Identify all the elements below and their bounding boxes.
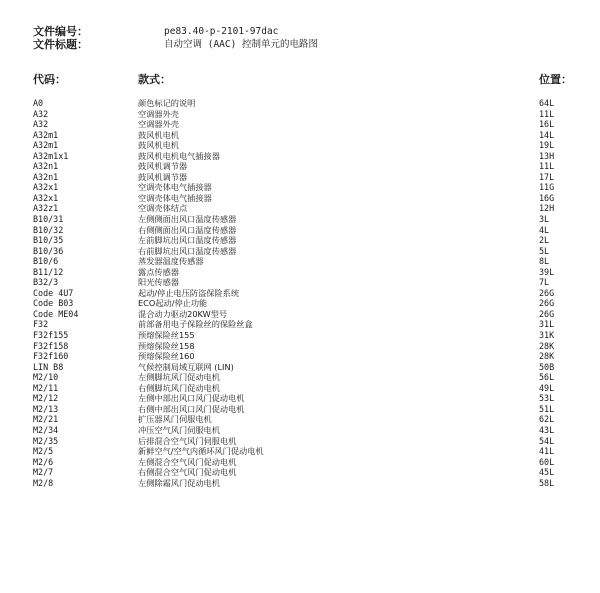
cell-description: 左侧混合空气风门促动电机 [138,456,237,467]
cell-description: 左侧除霜风门促动电机 [138,477,220,488]
cell-code: B10/35 [33,235,64,246]
cell-description: 空调壳体电气插接器 [138,192,212,203]
cell-position: 56L [539,372,555,383]
cell-description: 预熔保险丝158 [138,340,195,351]
cell-description: 左侧中部出风口风门促动电机 [138,393,245,404]
cell-position: 31K [539,330,555,341]
cell-description: 空调器外壳 [138,119,179,130]
cell-position: 11L [539,161,555,172]
cell-description: 空调壳体结点 [138,203,188,214]
cell-position: 54L [539,435,555,446]
cell-code: A32 [33,108,49,119]
table-row [0,172,600,183]
cell-position: 4L [539,224,550,235]
cell-description: 右前脚坑出风口温度传感器 [138,245,237,256]
cell-code: A32n1 [33,171,59,182]
cell-position: 49L [539,382,555,393]
legend-table [0,98,600,488]
table-row [0,235,600,246]
cell-description: 空调器外壳 [138,108,179,119]
column-header-code: 代码： [33,73,66,86]
cell-code: B32/3 [33,277,59,288]
cell-code: F32f158 [33,340,69,351]
cell-position: 41L [539,446,555,457]
cell-position: 2L [539,235,550,246]
cell-position: 11L [539,108,555,119]
doc-title-value: 自动空调 (AAC) 控制单元的电路图 [164,39,319,50]
cell-code: LIN B8 [33,361,64,372]
table-row [0,256,600,267]
cell-code: A32z1 [33,203,59,214]
cell-code: M2/10 [33,372,59,383]
cell-description: 右侧脚坑风门促动电机 [138,382,220,393]
cell-description: 左侧侧面出风口温度传感器 [138,214,237,225]
table-row [0,404,600,415]
cell-description: 鼓风机电机 [138,129,179,140]
cell-code: A32x1 [33,182,59,193]
cell-code: A32m1 [33,140,59,151]
table-row [0,351,600,362]
cell-description: 预熔保险丝155 [138,330,195,341]
cell-position: 13H [539,150,555,161]
table-row [0,414,600,425]
table-row [0,225,600,236]
cell-code: Code ME04 [33,308,79,319]
cell-code: F32f155 [33,330,69,341]
table-row [0,383,600,394]
table-row [0,467,600,478]
cell-code: M2/8 [33,477,54,488]
table-row [0,362,600,373]
cell-position: 8L [539,256,550,267]
cell-description: 阳光传感器 [138,277,179,288]
cell-code: Code 4U7 [33,287,74,298]
cell-description: 前部备用电子保险丝的保险丝盒 [138,319,253,330]
cell-position: 26G [539,298,555,309]
cell-description: 冲压空气风门伺服电机 [138,424,220,435]
cell-description: ECO起动/停止功能 [138,298,208,309]
table-row [0,298,600,309]
cell-position: 51L [539,403,555,414]
cell-description: 混合动力驱动20KW型号 [138,308,228,319]
table-row [0,182,600,193]
cell-code: A32x1 [33,192,59,203]
cell-position: 62L [539,414,555,425]
table-row [0,246,600,257]
table-row [0,203,600,214]
cell-description: 鼓风机电机电气插接器 [138,150,220,161]
table-row [0,214,600,225]
cell-position: 50B [539,361,555,372]
cell-description: 扩压器风门伺服电机 [138,414,212,425]
cell-code: A32n1 [33,161,59,172]
cell-position: 58L [539,477,555,488]
cell-position: 45L [539,467,555,478]
cell-position: 17L [539,171,555,182]
cell-code: B10/32 [33,224,64,235]
table-row [0,119,600,130]
cell-description: 右侧侧面出风口温度传感器 [138,224,237,235]
table-row [0,161,600,172]
cell-position: 5L [539,245,550,256]
cell-position: 26G [539,308,555,319]
cell-position: 16G [539,192,555,203]
cell-position: 60L [539,456,555,467]
cell-code: M2/21 [33,414,59,425]
cell-description: 预熔保险丝160 [138,351,195,362]
cell-description: 新鲜空气/空气内循环风门促动电机 [138,446,264,457]
cell-code: A32m1 [33,129,59,140]
cell-code: A0 [33,98,44,108]
cell-code: M2/35 [33,435,59,446]
table-row [0,267,600,278]
table-row [0,109,600,120]
table-row [0,478,600,489]
doc-number-value: pe83.40-p-2101-97dac [164,26,279,37]
cell-code: M2/5 [33,446,54,457]
cell-position: 43L [539,424,555,435]
table-row [0,319,600,330]
cell-position: 39L [539,266,555,277]
cell-code: B10/36 [33,245,64,256]
cell-code: B11/12 [33,266,64,277]
column-header-position: 位置： [539,73,572,86]
table-row [0,130,600,141]
cell-code: A32m1x1 [33,150,69,161]
cell-position: 31L [539,319,555,330]
cell-description: 空调壳体电气插接器 [138,182,212,193]
table-row [0,193,600,204]
table-row [0,393,600,404]
cell-position: 3L [539,214,550,225]
cell-description: 蒸发器温度传感器 [138,256,204,267]
doc-title-label: 文件标题： [33,38,88,51]
table-row [0,457,600,468]
cell-description: 气候控制局域互联网 (LIN) [138,361,234,372]
column-header-description: 款式： [138,73,171,86]
cell-position: 12H [539,203,555,214]
table-row [0,372,600,383]
cell-code: F32f160 [33,351,69,362]
cell-description: 起动/停止电压防盗保险系统 [138,287,240,298]
table-row [0,446,600,457]
cell-description: 左前脚坑出风口温度传感器 [138,235,237,246]
cell-code: M2/11 [33,382,59,393]
doc-number-label: 文件编号： [33,25,88,38]
cell-code: A32 [33,119,49,130]
cell-description: 鼓风机电机 [138,140,179,151]
cell-position: 53L [539,393,555,404]
table-row [0,436,600,447]
cell-code: M2/7 [33,467,54,478]
cell-position: 28K [539,351,555,362]
cell-description: 后排混合空气风门伺服电机 [138,435,237,446]
table-row [0,277,600,288]
cell-position: 7L [539,277,550,288]
cell-code: M2/12 [33,393,59,404]
cell-description: 露点传感器 [138,266,179,277]
table-row [0,309,600,320]
cell-description: 右侧中部出风口风门促动电机 [138,403,245,414]
cell-position: 14L [539,129,555,140]
cell-position: 16L [539,119,555,130]
table-row [0,140,600,151]
table-row [0,341,600,352]
cell-position: 26G [539,287,555,298]
table-row [0,425,600,436]
cell-position: 28K [539,340,555,351]
cell-position: 19L [539,140,555,151]
cell-position: 64L [539,98,555,108]
cell-code: B10/31 [33,214,64,225]
cell-description: 鼓风机调节器 [138,161,188,172]
cell-code: F32 [33,319,49,330]
cell-description: 鼓风机调节器 [138,171,188,182]
cell-code: M2/34 [33,424,59,435]
cell-description: 左侧脚坑风门促动电机 [138,372,220,383]
cell-description: 右侧混合空气风门促动电机 [138,467,237,478]
table-row [0,330,600,341]
cell-code: Code B03 [33,298,74,309]
cell-position: 11G [539,182,555,193]
cell-code: M2/13 [33,403,59,414]
cell-description: 颜色标记的说明 [138,98,196,108]
cell-code: B10/6 [33,256,59,267]
table-row [0,288,600,299]
table-row [0,98,600,109]
cell-code: M2/6 [33,456,54,467]
table-row [0,151,600,162]
